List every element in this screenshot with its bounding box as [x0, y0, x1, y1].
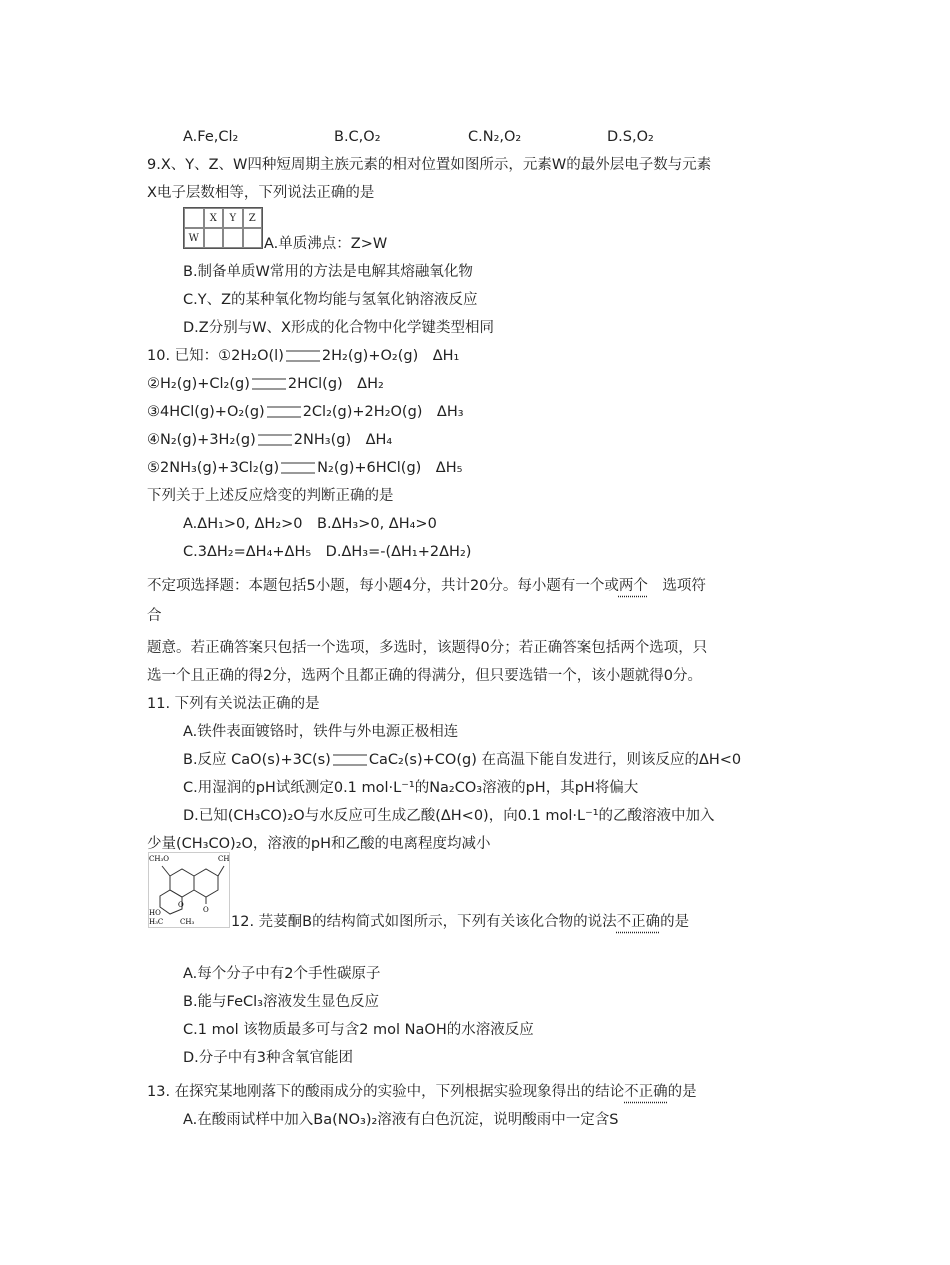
reaction-reactants: 10. 已知：①2H₂O(l): [147, 348, 284, 364]
q10-options-ab: A.ΔH₁>0, ΔH₂>0 B.ΔH₃>0, ΔH₄>0: [183, 516, 437, 532]
reaction-reactants: B.反应 CaO(s)+3C(s): [183, 752, 331, 768]
q9-stem-line2: X电子层数相等，下列说法正确的是: [147, 185, 375, 201]
question-text: 的是: [660, 914, 690, 930]
emphasis-text: 不正确: [624, 1084, 668, 1100]
q8-option-a: A.Fe,Cl₂: [183, 129, 239, 145]
reaction-reactants: ③4HCl(g)+O₂(g): [147, 404, 265, 420]
molecule-label: HO: [149, 909, 161, 917]
reaction-products: 2NH₃(g) ΔH₄: [293, 432, 393, 448]
q8-option-d: D.S,O₂: [607, 129, 654, 145]
q12-option-c: C.1 mol 该物质最多可与含2 mol NaOH的水溶液反应: [183, 1022, 534, 1038]
section-instructions-line3: 题意。若正确答案只包括一个选项，多选时，该题得0分；若正确答案包括两个选项，只: [147, 640, 708, 656]
q10-options-cd: C.3ΔH₂=ΔH₄+ΔH₅ D.ΔH₃=-(ΔH₁+2ΔH₂): [183, 544, 472, 560]
reaction-products: 2H₂(g)+O₂(g) ΔH₁: [321, 348, 460, 364]
q11-option-a: A.铁件表面镀铬时，铁件与外电源正极相连: [183, 724, 459, 740]
molecule-label: CH₃O: [149, 855, 170, 863]
equilibrium-arrow-icon: [281, 462, 315, 474]
grid-cell: [204, 228, 224, 248]
reaction-products: CaC₂(s)+CO(g) 在高温下能自发进行，则该反应的ΔH<0: [368, 752, 742, 768]
q9-option-d: D.Z分别与W、X形成的化合物中化学键类型相同: [183, 320, 494, 336]
emphasis-text: 不正确: [616, 914, 661, 930]
q9-option-a: A.单质沸点：Z>W: [264, 236, 388, 252]
q10-reaction-2: [147, 374, 384, 394]
q11-option-c: C.用湿润的pH试纸测定0.1 mol·L⁻¹的Na₂CO₃溶液的pH，其pH将偏大: [183, 780, 639, 796]
q10-reaction-1: [147, 346, 459, 366]
section-instructions-line4: 选一个且正确的得2分，选两个且都正确的得满分，但只要选错一个，该小题就得0分。: [147, 668, 702, 684]
reaction-products: 2Cl₂(g)+2H₂O(g) ΔH₃: [302, 404, 464, 420]
q9-stem-line1: 9.X、Y、Z、W四种短周期主族元素的相对位置如图所示，元素W的最外层电子数与元素: [147, 157, 712, 173]
equilibrium-arrow-icon: [286, 350, 320, 362]
question-text: 12. 芫荽酮B的结构简式如图所示，下列有关该化合物的说法: [231, 914, 617, 930]
q9-option-b: B.制备单质W常用的方法是电解其熔融氧化物: [183, 264, 473, 280]
emphasis-text: 两个: [618, 578, 648, 594]
q12-stem: [231, 912, 689, 932]
grid-cell: X: [204, 208, 224, 228]
grid-cell: Y: [223, 208, 243, 228]
section-instructions-line1: [147, 576, 706, 596]
instruction-text: 选项符: [647, 578, 706, 594]
grid-cell: [184, 208, 204, 228]
section-instructions-line2: 合: [147, 608, 162, 624]
q11-option-d-line2: 少量(CH₃CO)₂O，溶液的pH和乙酸的电离程度均减小: [147, 836, 491, 852]
question-text: 的是: [667, 1084, 697, 1100]
grid-cell: Z: [243, 208, 263, 228]
q13-stem: [147, 1082, 697, 1102]
q10-reaction-3: [147, 402, 464, 422]
q10-reaction-4: [147, 430, 392, 450]
reaction-reactants: ⑤2NH₃(g)+3Cl₂(g): [147, 460, 280, 476]
q8-option-b: B.C,O₂: [334, 129, 381, 145]
instruction-text: 不定项选择题：本题包括5小题，每小题4分，共计20分。每小题有一个或: [147, 578, 619, 594]
reaction-products: 2HCl(g) ΔH₂: [287, 376, 384, 392]
q12-option-a: A.每个分子中有2个手性碳原子: [183, 966, 381, 982]
equilibrium-arrow-icon: [267, 406, 301, 418]
q12-option-d: D.分子中有3种含氧官能团: [183, 1050, 353, 1066]
q13-option-a: A.在酸雨试样中加入Ba(NO₃)₂溶液有白色沉淀，说明酸雨中一定含S: [183, 1112, 619, 1128]
q11-option-b: [183, 750, 741, 770]
grid-cell: [223, 228, 243, 248]
coriandrone-structure-image: [148, 852, 230, 928]
reaction-reactants: ④N₂(g)+3H₂(g): [147, 432, 256, 448]
equilibrium-arrow-icon: [333, 754, 367, 766]
equilibrium-arrow-icon: [252, 378, 286, 390]
q10-question: 下列关于上述反应焓变的判断正确的是: [147, 488, 394, 504]
equilibrium-arrow-icon: [258, 434, 292, 446]
molecule-label: CH: [218, 855, 230, 863]
q12-option-b: B.能与FeCl₃溶液发生显色反应: [183, 994, 379, 1010]
molecule-label: H₃C: [149, 918, 164, 926]
q11-option-d-line1: D.已知(CH₃CO)₂O与水反应可生成乙酸(ΔH<0)，向0.1 mol·L⁻¹的乙酸溶液中加入: [183, 808, 715, 824]
reaction-products: N₂(g)+6HCl(g) ΔH₅: [317, 460, 463, 476]
periodic-position-grid: [183, 207, 263, 249]
q9-option-c: C.Y、Z的某种氧化物均能与氢氧化钠溶液反应: [183, 292, 478, 308]
molecule-label: O: [203, 906, 209, 914]
q10-reaction-5: [147, 458, 462, 478]
grid-cell: W: [184, 228, 204, 248]
molecule-label: CH₃: [180, 918, 195, 926]
reaction-reactants: ②H₂(g)+Cl₂(g): [147, 376, 250, 392]
question-text: 13. 在探究某地刚落下的酸雨成分的实验中，下列根据实验现象得出的结论: [147, 1084, 625, 1100]
grid-cell: [243, 228, 263, 248]
q11-stem: 11. 下列有关说法正确的是: [147, 696, 320, 712]
q8-option-c: C.N₂,O₂: [468, 129, 522, 145]
molecule-label: O: [178, 901, 184, 909]
